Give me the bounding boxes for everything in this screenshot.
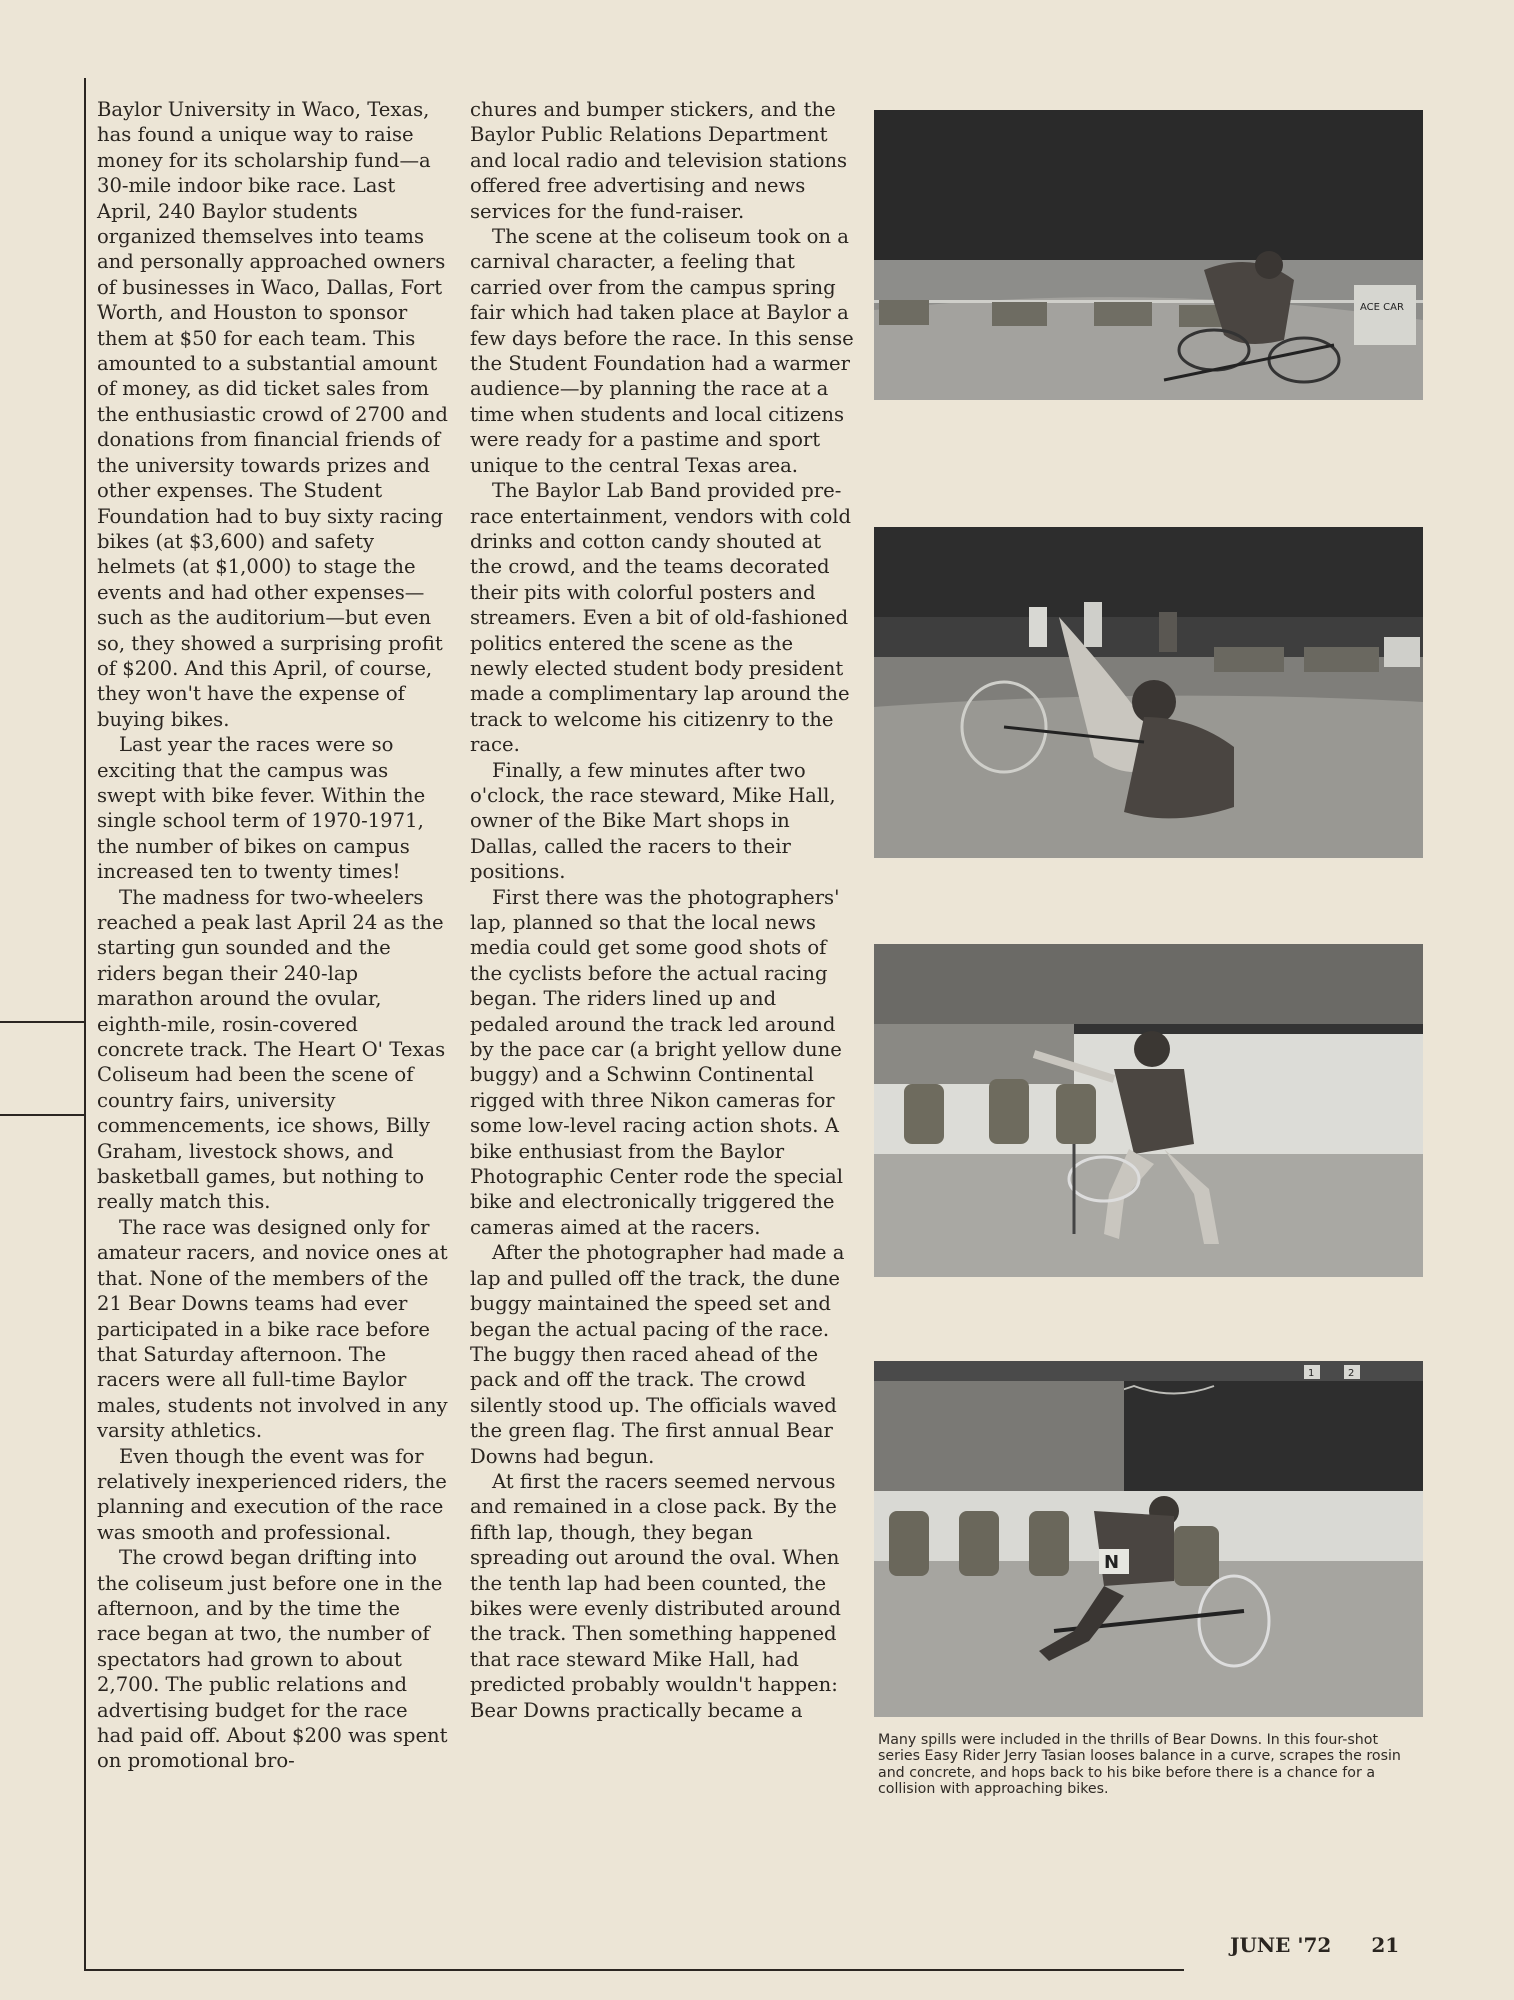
paragraph: First there was the photographers' lap, planned so that the local news media could get some good shots of the cyclists before the actual racing began. The riders lined up and pedaled around the track led around by the pace car (a bright yellow dune buggy) and a Schwinn Continental rigged with three Nikon cameras for some low-level racing action shots. A bike enthusiast from the Baylor Photographic Center rode the special bike and electronically triggered the cameras aimed at the racers. [470, 885, 843, 1239]
paragraph: At first the racers seemed nervous and remained in a close pack. By the fifth lap, though, they began spreading out around the oval. When the tenth lap had been counted, the bikes were evenly distributed around the track. Then something happened that race steward Mike Hall, had predicted probably wouldn't happen: Bear Downs practically became a [470, 1469, 841, 1722]
paragraph: The madness for two-wheelers reached a peak last April 24 as the starting gun sounded and the riders began their 240-lap marathon around the ovular, eighth-mile, rosin-covered concrete track. The Heart O' Texas Coliseum had been the scene of country fairs, university commencements, ice shows, Billy Graham, livestock shows, and basketball games, but nothing to really match this. [97, 885, 446, 1214]
pace-car-sign: ACE CAR [1360, 302, 1404, 313]
page-footer [1230, 1933, 1399, 1957]
left-border-rule [84, 78, 86, 1971]
pit-number-2: 2 [1348, 1368, 1355, 1379]
paragraph: Last year the races were so exciting that the campus was swept with bike fever. Within the single school term of 1970-1971, the number of bikes on campus increased ten to twenty times! [97, 733, 426, 884]
page-number: 21 [1371, 1933, 1400, 1957]
paragraph: The Baylor Lab Band provided pre-race entertainment, vendors with cold drinks and cotton candy shouted at the crowd, and the teams decorated their pits with colorful posters and streamers. Even a bit of old-fashioned politics entered the scene as the newly elected student body president made a complimentary lap around the track to welcome his citizenry to the race. [470, 479, 852, 757]
photo-rider-pointing [874, 944, 1423, 1277]
paragraph: chures and bumper stickers, and the Baylor Public Relations Department and local radio and television stations offered free advertising and news services for the fund-raiser. [470, 98, 848, 223]
margin-tick-lower [0, 1114, 86, 1116]
paragraph: Finally, a few minutes after two o'clock, the race steward, Mike Hall, owner of the Bike Mart shops in Dallas, called the racers to their positions. [470, 758, 836, 884]
paragraph: The race was designed only for amateur racers, and novice ones at that. None of the members of the 21 Bear Downs teams had ever participated in a bike race before that Saturday afternoon. The racers were all full-time Baylor males, students not involved in any varsity athletics. [97, 1215, 448, 1443]
paragraph: After the photographer had made a lap and pulled off the track, the dune buggy maintained the speed set and began the actual pacing of the race. The buggy then raced ahead of the pack and off the track. The crowd silently stood up. The officials waved the green flag. The first annual Bear Downs had begun. [470, 1241, 845, 1468]
issue-date: JUNE '72 [1230, 1933, 1332, 1957]
photo-rider-falling [874, 527, 1423, 858]
photo-caption: Many spills were included in the thrills of Bear Downs. In this four-shot series Easy Rider Jerry Tasian looses balance in a curve, scrapes the rosin and concrete, and hops back to his bike before there is a chance for a collision with approaching bikes. [878, 1732, 1401, 1798]
paragraph: Even though the event was for relatively inexperienced riders, the planning and execution of the race was smooth and professional. [97, 1444, 447, 1544]
margin-tick-upper [0, 1021, 86, 1023]
pit-number-1: 1 [1308, 1368, 1315, 1379]
article-column-1 [97, 97, 449, 1774]
photo-rider-remounting [874, 1361, 1423, 1717]
bottom-border-rule [84, 1969, 1184, 1971]
paragraph: Baylor University in Waco, Texas, has found a unique way to raise money for its scholarship fund—a 30-mile indoor bike race. Last April, 240 Baylor students organized themselves into teams and personally approached owners of businesses in Waco, Dallas, Fort Worth, and Houston to sponsor them at $50 for each team. This amounted to a substantial amount of money, as did ticket sales from the enthusiastic crowd of 2700 and donations from financial friends of the university towards prizes and other expenses. The Student Foundation had to buy sixty racing bikes (at $3,600) and safety helmets (at $1,000) to stage the events and had other expenses—such as the auditorium—but even so, they showed a surprising profit of $200. And this April, of course, they won't have the expense of buying bikes. [97, 98, 448, 731]
paragraph: The scene at the coliseum took on a carnival character, a feeling that carried over from the campus spring fair which had taken place at Baylor a few days before the race. In this sense the Student Foundation had a warmer audience—by planning the race at a time when students and local citizens were ready for a pastime and sport unique to the central Texas area. [470, 225, 854, 477]
photo-rider-leaning [874, 110, 1423, 400]
left-border-rule-upper [84, 78, 86, 98]
paragraph: The crowd began drifting into the coliseum just before one in the afternoon, and by the time the race began at two, the number of spectators had grown to about 2,700. The public relations and advertising budget for the race had paid off. About $200 was spent on promotional bro- [97, 1546, 448, 1773]
rider-jersey-letter: N [1104, 1552, 1120, 1573]
article-column-2 [470, 97, 855, 1723]
